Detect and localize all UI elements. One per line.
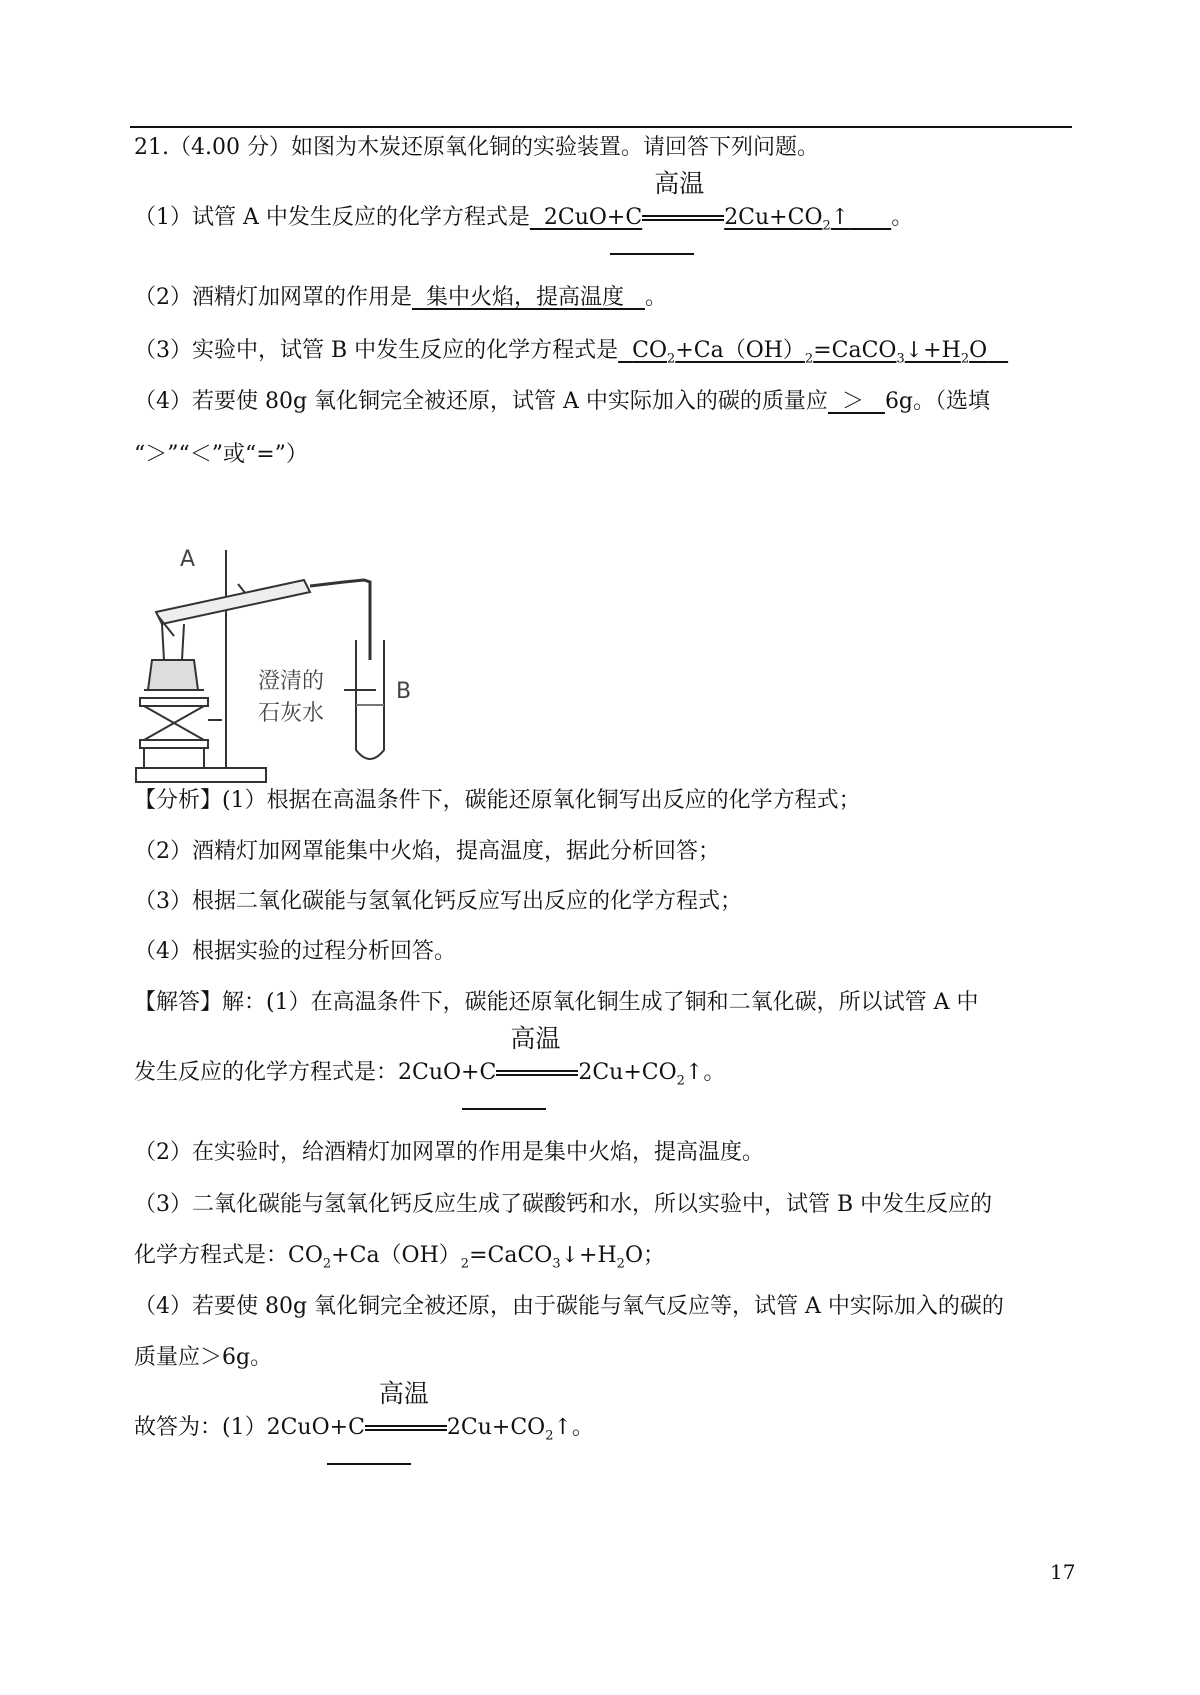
solution-4: （3）二氧化碳能与氢氧化钙反应生成了碳酸钙和水，所以实验中，试管 B 中发生反应的 [134, 1192, 993, 1217]
header-rule [130, 126, 1072, 128]
final-answer: 故答为：(1）2CuO+C 高温 $2Cu+CO_2↑$。 [134, 1379, 594, 1444]
solution-3: （2）在实验时，给酒精灯加网罩的作用是集中火焰，提高温度。 [134, 1140, 764, 1165]
question-4-options: “＞”“＜”或“=”） [134, 442, 308, 467]
final-under-rule [327, 1463, 411, 1465]
q1-under-rule [610, 253, 694, 255]
q3-answer: $CO_2+Ca(OH)_2=CaCO_3↓+H_2O$ [632, 338, 988, 367]
solution-6: （4）若要使 80g 氧化铜完全被还原，由于碳能与氧气反应等，试管 A 中实际加入的碳的 [134, 1294, 1004, 1319]
solution-7: 质量应＞6g。 [134, 1345, 273, 1370]
label-limewater-1: 澄清的 [258, 669, 325, 694]
analysis-2: （2）酒精灯加网罩能集中火焰，提高温度，据此分析回答； [134, 839, 720, 864]
question-1: （1）试管 A 中发生反应的化学方程式是 2CuO+C 高温 $2Cu+CO_2↑$ 。 [134, 169, 914, 234]
question-3: （3）实验中，试管 B 中发生反应的化学方程式是 $CO_2+Ca(OH)_2=CaCO_3↓+H_2O$ [134, 336, 1008, 374]
q4-answer: ＞ [841, 389, 864, 414]
tube-a [156, 580, 310, 624]
label-limewater-2: 石灰水 [258, 701, 325, 726]
analysis-3: （3）根据二氧化碳能与氢氧化钙反应写出反应的化学方程式； [134, 889, 742, 914]
q1-prefix: （1）试管 A 中发生反应的化学方程式是 [134, 205, 530, 230]
q1-condition-sign: 高温 [642, 203, 724, 233]
question-2: （2）酒精灯加网罩的作用是 集中火焰，提高温度 。 [134, 285, 668, 310]
label-b: B [396, 679, 412, 704]
lamp-mesh [162, 624, 184, 660]
delivery-tube [310, 580, 370, 660]
question-4: （4）若要使 80g 氧化铜完全被还原，试管 A 中实际加入的碳的质量应 ＞ 6g。（选填 [134, 389, 991, 414]
question-stem: 21.（4.00 分）如图为木炭还原氧化铜的实验装置。请回答下列问题。 [134, 135, 819, 160]
alcohol-lamp [148, 660, 198, 690]
solution-2: 发生反应的化学方程式是：2CuO+C 高温 $2Cu+CO_2↑$。 [134, 1024, 726, 1089]
solution-condition-sign: 高温 [496, 1058, 578, 1088]
analysis-4: （4）根据实验的过程分析回答。 [134, 939, 456, 964]
q2-answer: 集中火焰，提高温度 [426, 285, 625, 310]
solution-5: 化学方程式是：$CO_2+Ca(OH)_2=CaCO_3↓+H_2O$； [134, 1243, 665, 1272]
solution-under-rule [462, 1108, 546, 1110]
solution-1: 【解答】解：(1）在高温条件下，碳能还原氧化铜生成了铜和二氧化碳，所以试管 A 中 [134, 990, 979, 1015]
label-a: A [180, 547, 196, 572]
analysis-1: 【分析】(1）根据在高温条件下，碳能还原氧化铜写出反应的化学方程式； [134, 788, 861, 813]
q1-answer: 2CuO+C 高温 $2Cu+CO_2↑$ [543, 169, 850, 234]
page-number: 17 [1050, 1560, 1076, 1584]
stand-base [136, 768, 266, 782]
final-condition-sign: 高温 [365, 1413, 447, 1443]
apparatus-figure [134, 540, 454, 790]
